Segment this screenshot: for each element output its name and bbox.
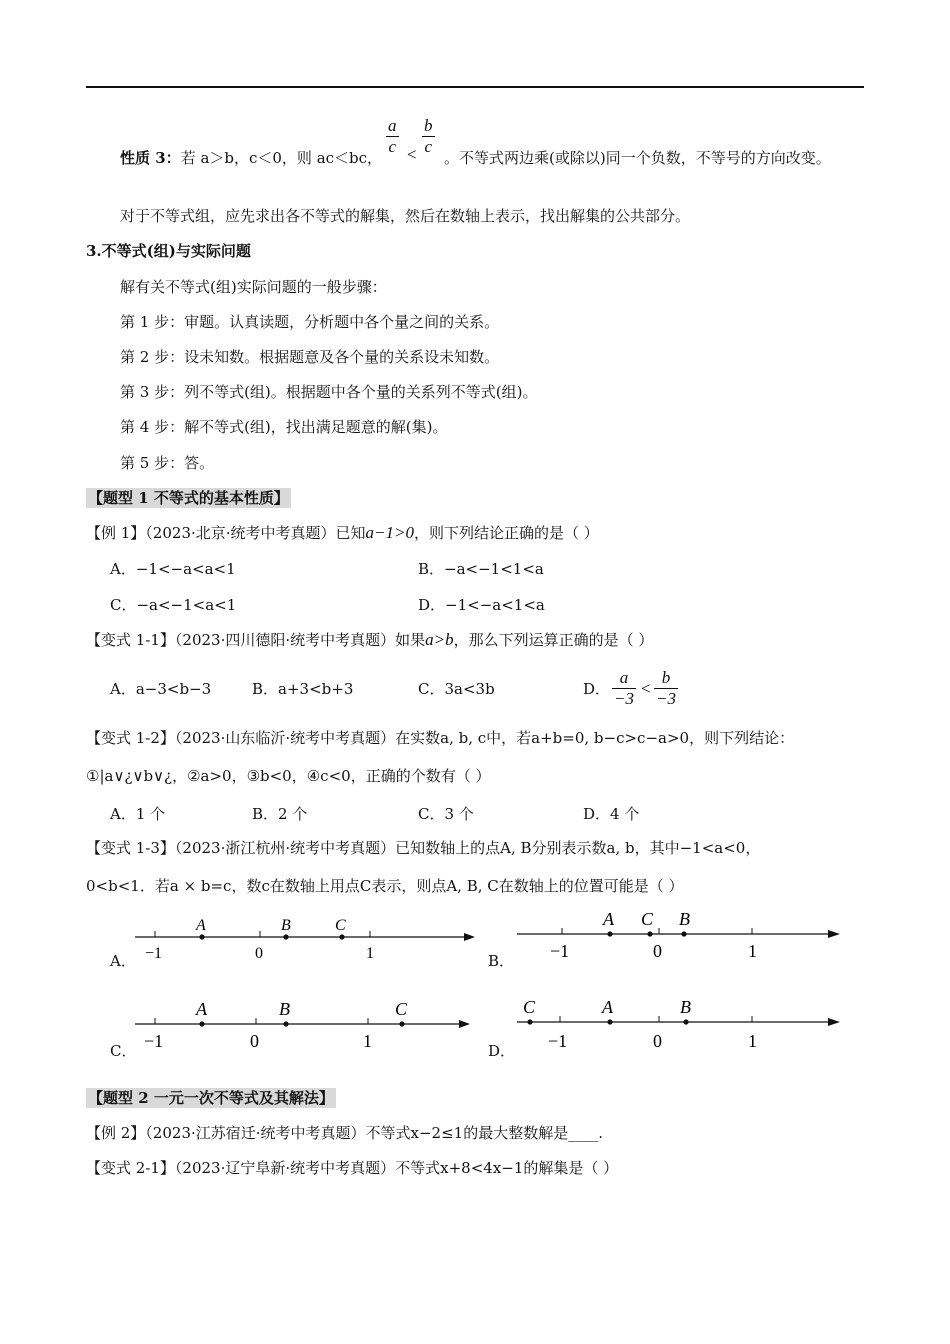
example1-option-b[interactable]: B．−a<−1<1<a — [418, 560, 544, 578]
variant12-option-c[interactable]: C．3 个 — [418, 805, 474, 823]
numberline-c-tick-1: 1 — [363, 1031, 372, 1051]
numberline-b-tick-1: 1 — [748, 941, 757, 961]
numberline-a-tick-1: 1 — [366, 945, 374, 962]
numberline-b-tick-0: 0 — [653, 941, 662, 961]
example2-stem: 【例 2】（2023·江苏宿迁·统考中考真题）不等式x−2≤1的最大整数解是____. — [86, 1124, 603, 1142]
variant13-option-c-label[interactable]: C． — [110, 1042, 137, 1060]
variant11-option-a[interactable]: A．a−3<b−3 — [110, 680, 212, 698]
variant13-option-a-label[interactable]: A． — [110, 952, 136, 970]
numberline-c-point-a: A — [196, 999, 207, 1019]
numberline-b[interactable] — [512, 905, 847, 965]
variant12-line1: 【变式 1-2】（2023·山东临沂·统考中考真题）在实数a, b, c中，若a+b=0, b−c>c−a>0，则下列结论： — [86, 729, 795, 747]
numberline-a-point-b: B — [281, 917, 291, 934]
property3-fraction-b: $\frac{b}{c}$ — [424, 116, 433, 156]
numberline-b-point-a: A — [603, 909, 614, 929]
variant11-stem: 【变式 1-1】（2023·四川德阳·统考中考真题）如果a>b，那么下列运算正确的是（ ） — [86, 630, 654, 649]
step-3: 第 3 步：列不等式(组)。根据题中各个量的关系列不等式(组)。 — [120, 383, 538, 401]
numberline-d-tick-0: 0 — [653, 1031, 662, 1051]
variant11-option-d-fraction-a: $\frac{a}{-3}$ — [614, 668, 634, 708]
numberline-d[interactable] — [512, 993, 847, 1055]
property3-fraction-a: $\frac{a}{c}$ — [388, 116, 397, 156]
variant13-option-b-label[interactable]: B． — [488, 952, 515, 970]
variant13-line1: 【变式 1-3】（2023·浙江杭州·统考中考真题）已知数轴上的点A, B分别表示数a, b，其中−1<a<0， — [86, 839, 761, 857]
example1-option-a[interactable]: A．−1<−a<a<1 — [110, 560, 236, 578]
numberline-a-point-c: C — [335, 917, 346, 934]
numberline-d-tick-1: 1 — [748, 1031, 757, 1051]
variant11-option-c[interactable]: C．3a<3b — [418, 680, 495, 698]
numberline-a-point-a: A — [196, 917, 206, 934]
type1-heading: 【题型 1 不等式的基本性质】 — [88, 489, 289, 507]
property3-lt: < — [407, 145, 417, 164]
example1-option-c[interactable]: C．−a<−1<a<1 — [110, 596, 237, 614]
step-2: 第 2 步：设未知数。根据题意及各个量的关系设未知数。 — [120, 348, 500, 366]
property3-label: 性质 3： — [120, 149, 181, 167]
variant11-option-d-lt: < — [641, 679, 651, 698]
numberline-c-point-b: B — [279, 999, 290, 1019]
numberline-c-point-c: C — [395, 999, 408, 1019]
step-1: 第 1 步：审题。认真读题，分析题中各个量之间的关系。 — [120, 313, 500, 331]
section3-intro: 解有关不等式(组)实际问题的一般步骤： — [120, 278, 387, 296]
step-4: 第 4 步：解不等式(组)，找出满足题意的解(集)。 — [120, 418, 448, 436]
variant13-option-d-label[interactable]: D． — [488, 1042, 516, 1060]
numberline-d-point-a: A — [602, 997, 613, 1017]
numberline-c[interactable] — [130, 995, 480, 1055]
numberline-d-point-c: C — [523, 997, 536, 1017]
numberline-d-tick-neg1: −1 — [548, 1031, 568, 1051]
numberline-d-point-b: B — [680, 997, 691, 1017]
variant12-line2: ①|a∨¿∨b∨¿，②a>0，③b<0，④c<0，正确的个数有（ ） — [86, 767, 491, 785]
type2-heading: 【题型 2 一元一次不等式及其解法】 — [88, 1089, 334, 1107]
example1-option-d[interactable]: D．−1<−a<1<a — [418, 596, 545, 614]
section3-heading: 3.不等式(组)与实际问题 — [86, 242, 251, 260]
header-rule — [86, 86, 864, 88]
variant13-line2: 0<b<1．若a × b=c，数c在数轴上用点C表示，则点A, B, C在数轴上的位置可能是（ ） — [86, 877, 684, 895]
variant11-option-d-fraction-b: $\frac{b}{-3}$ — [656, 668, 676, 708]
property3-line — [120, 147, 382, 168]
property3-text-post: 。不等式两边乘(或除以)同一个负数，不等号的方向改变。 — [444, 149, 831, 167]
variant11-option-b[interactable]: B．a+3<b+3 — [252, 680, 354, 698]
variant12-option-d[interactable]: D．4 个 — [583, 805, 640, 823]
numberline-c-tick-0: 0 — [250, 1031, 259, 1051]
numberline-a[interactable] — [130, 910, 480, 966]
variant12-option-a[interactable]: A．1 个 — [110, 805, 166, 823]
variant21-stem: 【变式 2-1】（2023·辽宁阜新·统考中考真题）不等式x+8<4x−1的解集是（ ） — [86, 1159, 619, 1177]
variant11-option-d-label[interactable]: D． — [583, 680, 611, 698]
numberline-c-tick-neg1: −1 — [144, 1031, 164, 1051]
numberline-b-point-b: B — [679, 909, 690, 929]
system-note: 对于不等式组，应先求出各不等式的解集，然后在数轴上表示，找出解集的公共部分。 — [120, 207, 691, 225]
numberline-a-tick-0: 0 — [255, 945, 263, 962]
variant12-option-b[interactable]: B．2 个 — [252, 805, 308, 823]
numberline-a-tick-neg1: −1 — [145, 945, 163, 962]
numberline-b-point-c: C — [641, 909, 654, 929]
step-5: 第 5 步：答。 — [120, 454, 215, 472]
numberline-b-tick-neg1: −1 — [550, 941, 570, 961]
example1-stem: 【例 1】（2023·北京·统考中考真题）已知a−1>0，则下列结论正确的是（ ） — [86, 523, 599, 542]
property3-text-pre: 若 a＞b，c＜0，则 ac＜bc， — [180, 149, 383, 167]
